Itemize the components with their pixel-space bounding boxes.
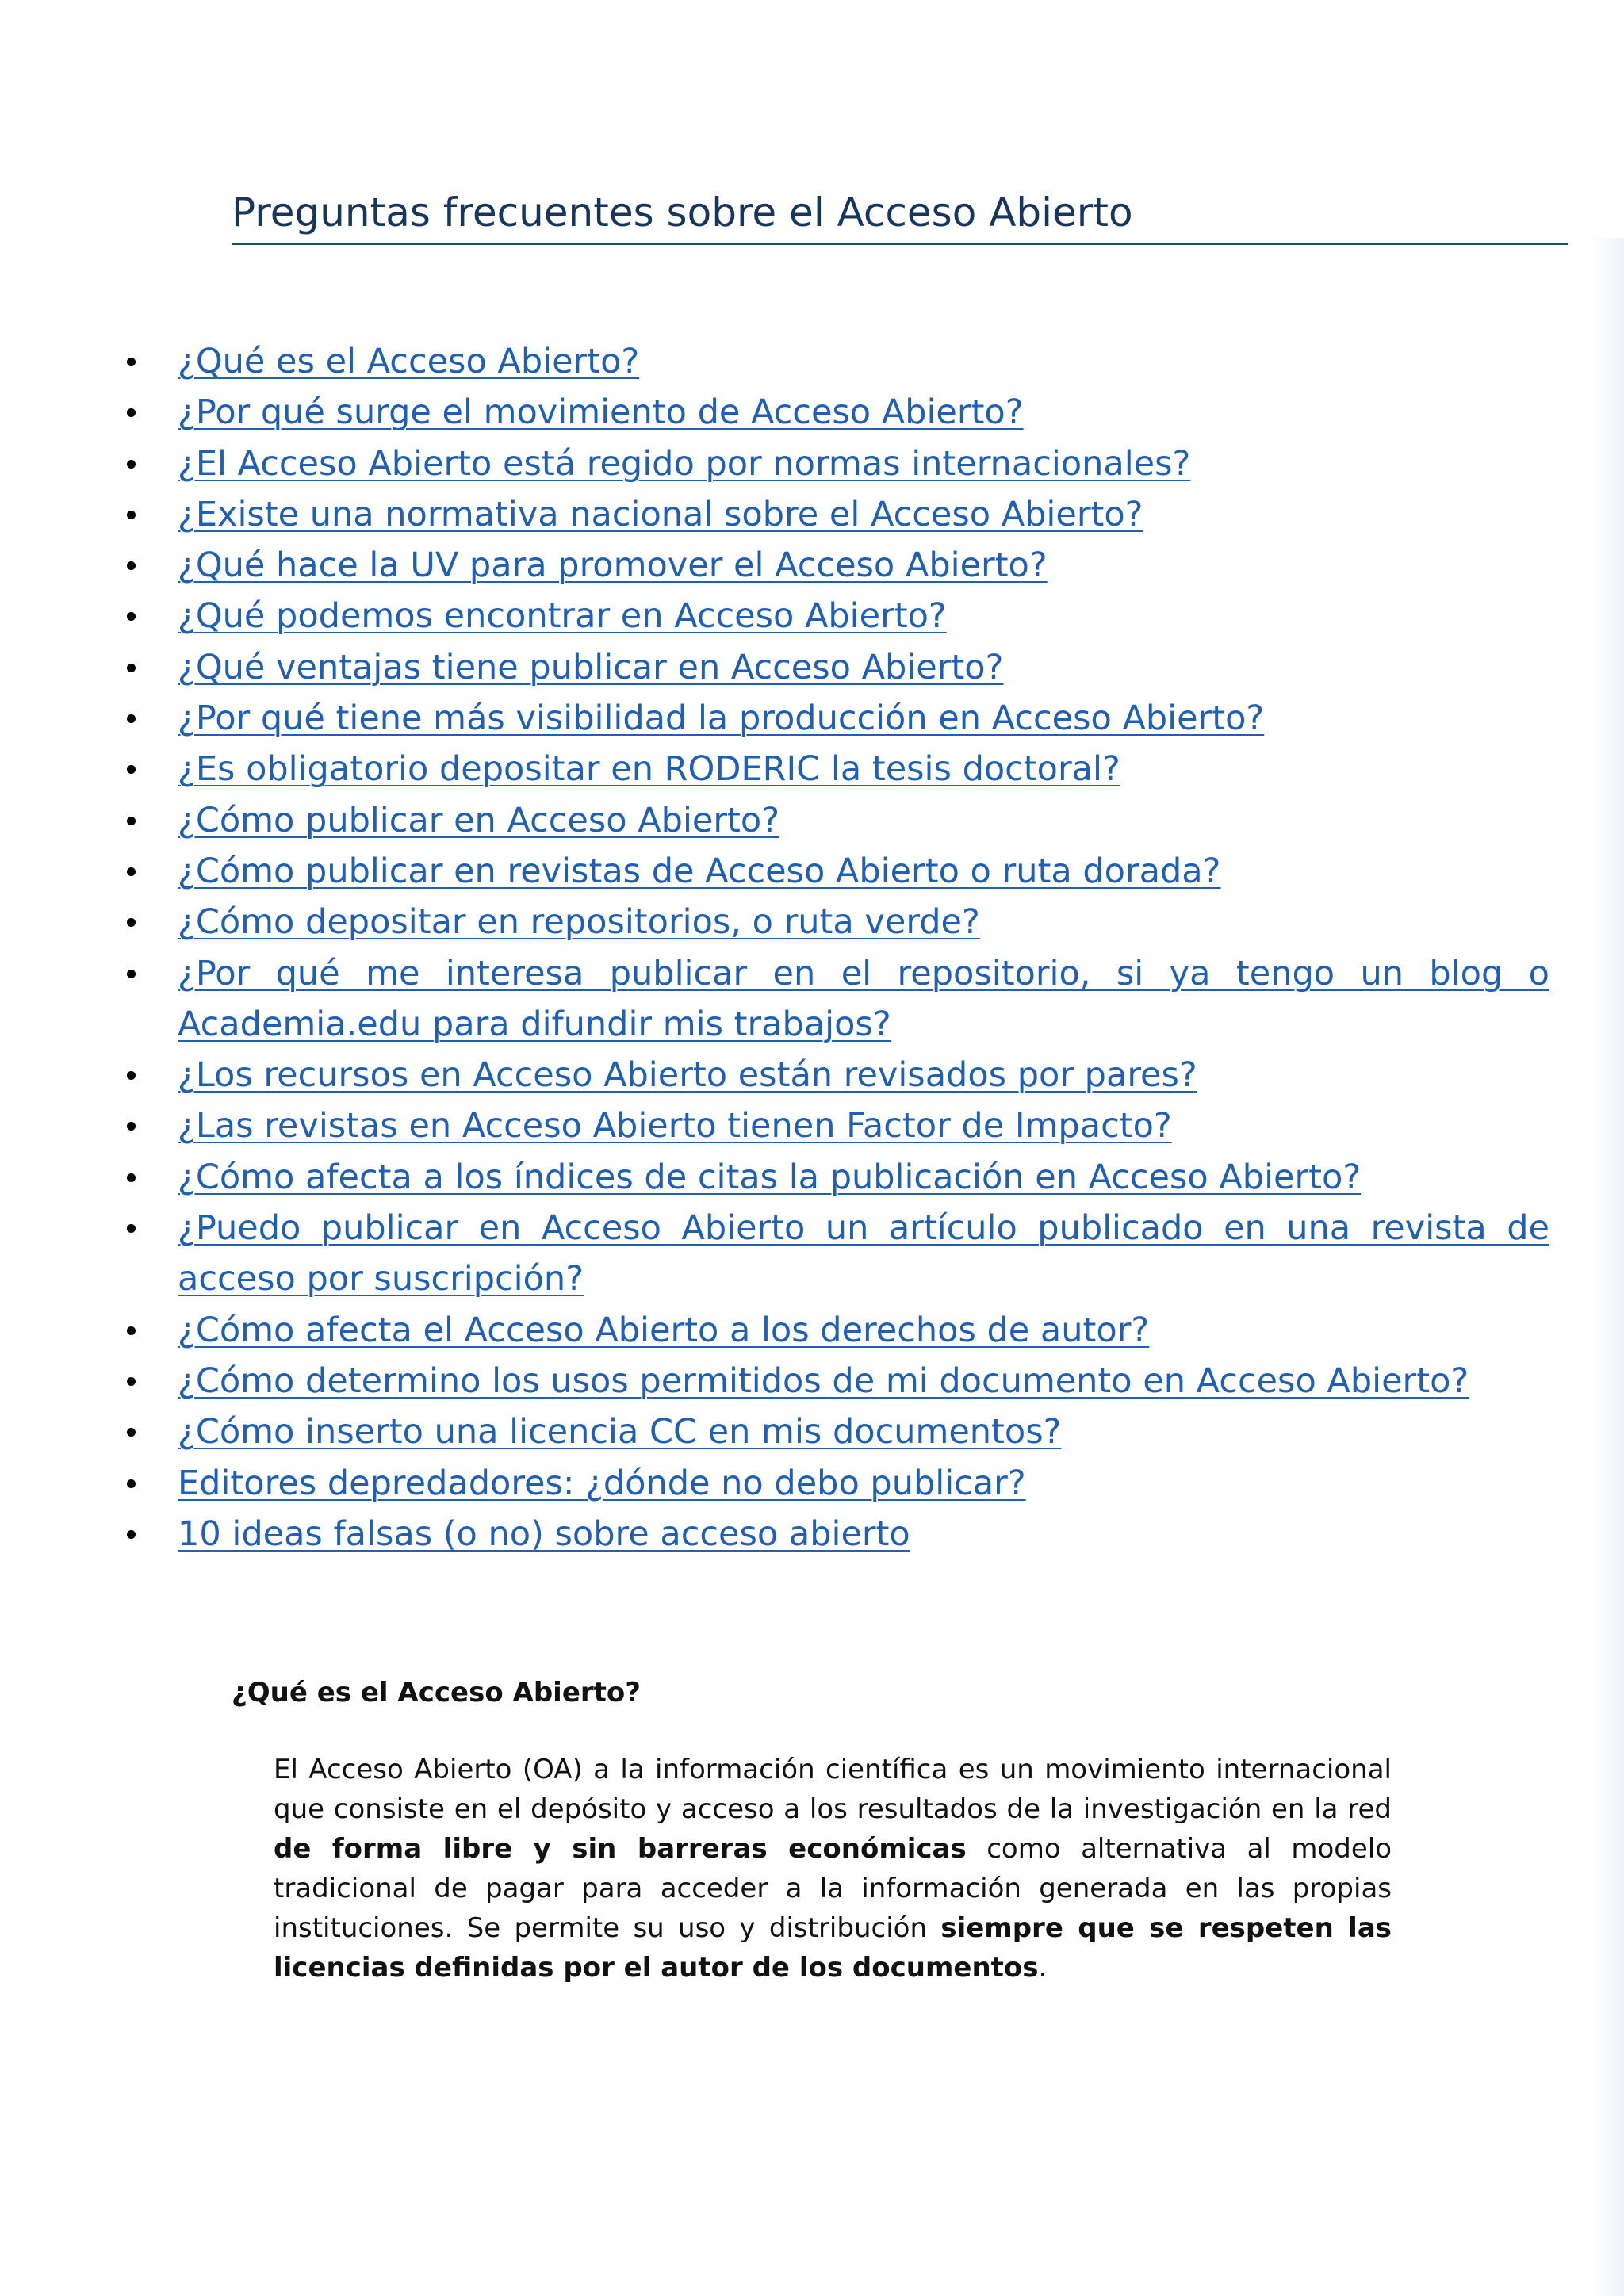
faq-list-item — [119, 1356, 1549, 1406]
faq-link[interactable]: ¿Cómo inserto una licencia CC en mis documentos? — [178, 1412, 1062, 1452]
faq-link[interactable]: ¿Cómo determino los usos permitidos de mi documento en Acceso Abierto? — [178, 1360, 1469, 1401]
faq-list-item — [119, 336, 1549, 387]
faq-link[interactable]: Editores depredadores: ¿dónde no debo publicar? — [178, 1463, 1026, 1503]
page-edge-shade — [1591, 238, 1624, 2296]
bullet-icon — [127, 867, 136, 876]
faq-link[interactable]: ¿Qué podemos encontrar en Acceso Abierto? — [178, 596, 947, 637]
faq-list-item — [119, 795, 1549, 846]
faq-list-item — [119, 591, 1549, 641]
bullet-icon — [127, 561, 136, 570]
paragraph-text: El Acceso Abierto (OA) a la información científica es un movimiento internacional que consiste en el depósito y acceso a los resultados de la investigación en la red — [274, 1754, 1392, 1825]
faq-list-item — [119, 1305, 1549, 1356]
faq-list-item — [119, 1458, 1549, 1509]
page-title: Preguntas frecuentes sobre el Acceso Abierto — [232, 189, 1133, 235]
bullet-icon — [127, 612, 136, 621]
faq-link[interactable]: ¿Por qué tiene más visibilidad la producción en Acceso Abierto? — [178, 698, 1265, 739]
section-heading: ¿Qué es el Acceso Abierto? — [232, 1677, 641, 1709]
faq-list-item — [119, 846, 1549, 897]
faq-link-list — [119, 336, 1549, 1559]
faq-link[interactable]: 10 ideas falsas (o no) sobre acceso abierto — [178, 1513, 910, 1554]
faq-link[interactable]: ¿Cómo afecta el Acceso Abierto a los derechos de autor? — [178, 1310, 1150, 1350]
faq-link[interactable]: ¿Cómo depositar en repositorios, o ruta verde? — [178, 902, 980, 943]
bullet-icon — [127, 511, 136, 519]
bullet-icon — [127, 1173, 136, 1182]
bullet-icon — [127, 1428, 136, 1437]
bullet-icon — [127, 1071, 136, 1080]
faq-list-item — [119, 540, 1549, 591]
faq-link[interactable]: ¿Por qué me interesa publicar en el repositorio, si ya tengo un blog o Academia.edu para difundir mis trabajos? — [178, 953, 1549, 1044]
bullet-icon — [127, 1326, 136, 1335]
faq-list-item — [119, 897, 1549, 947]
faq-link[interactable]: ¿Cómo publicar en revistas de Acceso Abierto o ruta dorada? — [178, 851, 1221, 891]
bullet-icon — [127, 918, 136, 927]
title-block — [232, 189, 1568, 245]
bullet-icon — [127, 817, 136, 825]
paragraph-text: como alternativa al modelo tradicional de pagar para acceder a la información generada en las propias instituciones. Se permite su uso y distribución — [274, 1833, 1392, 1944]
bullet-icon — [127, 408, 136, 417]
faq-list-item — [119, 744, 1549, 794]
bullet-icon — [127, 1377, 136, 1386]
faq-list-item — [119, 387, 1549, 438]
faq-link[interactable]: ¿Es obligatorio depositar en RODERIC la tesis doctoral? — [178, 749, 1120, 790]
faq-link[interactable]: ¿Las revistas en Acceso Abierto tienen Factor de Impacto? — [178, 1106, 1172, 1146]
faq-link[interactable]: ¿Cómo afecta a los índices de citas la publicación en Acceso Abierto? — [178, 1157, 1362, 1197]
paragraph-bold-text: siempre que se respeten las licencias definidas por el autor de los documentos — [274, 1912, 1392, 1984]
faq-list-item — [119, 438, 1549, 489]
paragraph-bold-text: de forma libre y sin barreras económicas — [274, 1833, 967, 1865]
bullet-icon — [127, 664, 136, 672]
bullet-icon — [127, 1479, 136, 1488]
faq-link[interactable]: ¿Existe una normativa nacional sobre el Acceso Abierto? — [178, 494, 1143, 534]
faq-list-item — [119, 489, 1549, 540]
faq-list-item — [119, 642, 1549, 693]
faq-list-item — [119, 1406, 1549, 1457]
bullet-icon — [127, 970, 136, 978]
faq-list-item — [119, 948, 1549, 1050]
bullet-icon — [127, 1224, 136, 1233]
faq-list-item — [119, 1509, 1549, 1559]
faq-list-item — [119, 1100, 1549, 1151]
faq-link[interactable]: ¿Puedo publicar en Acceso Abierto un artículo publicado en una revista de acceso por suscripción? — [178, 1208, 1549, 1299]
paragraph-text: . — [1038, 1952, 1048, 1984]
faq-list-item — [119, 1152, 1549, 1203]
faq-list-item — [119, 693, 1549, 744]
faq-link[interactable]: ¿Qué hace la UV para promover el Acceso Abierto? — [178, 545, 1048, 586]
faq-link[interactable]: ¿Por qué surge el movimiento de Acceso Abierto? — [178, 392, 1024, 433]
bullet-icon — [127, 460, 136, 469]
bullet-icon — [127, 765, 136, 774]
bullet-icon — [127, 1122, 136, 1131]
bullet-icon — [127, 358, 136, 366]
faq-link[interactable]: ¿Los recursos en Acceso Abierto están revisados por pares? — [178, 1055, 1197, 1096]
bullet-icon — [127, 714, 136, 723]
faq-link[interactable]: ¿Qué ventajas tiene publicar en Acceso Abierto? — [178, 647, 1004, 687]
faq-link[interactable]: ¿Qué es el Acceso Abierto? — [178, 342, 640, 381]
faq-list-item — [119, 1203, 1549, 1305]
section-paragraph — [274, 1750, 1392, 1988]
faq-link[interactable]: ¿Cómo publicar en Acceso Abierto? — [178, 800, 780, 840]
faq-link[interactable]: ¿El Acceso Abierto está regido por normas internacionales? — [178, 443, 1191, 484]
faq-list-item — [119, 1050, 1549, 1100]
bullet-icon — [127, 1530, 136, 1539]
